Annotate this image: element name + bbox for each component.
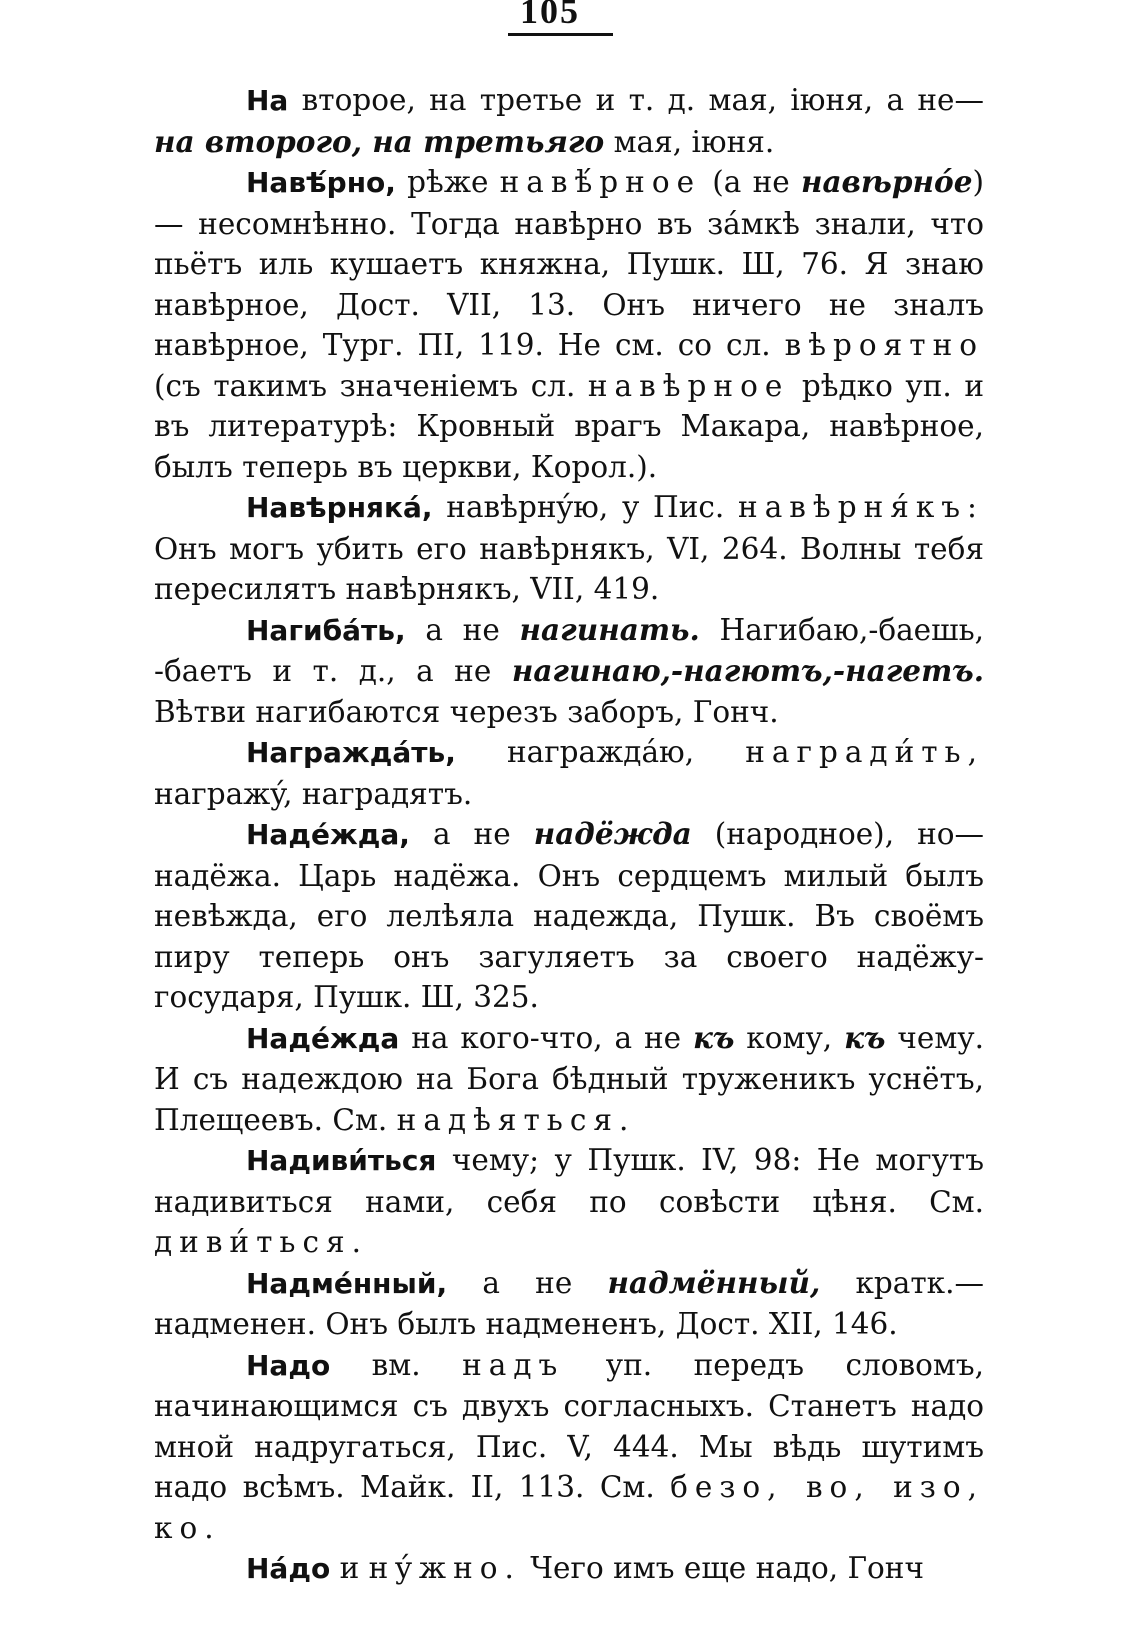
entry-headword: Навѣрняка́,	[246, 491, 433, 524]
italic-form: нагинать.	[519, 611, 700, 647]
entry-text: мая, іюня.	[604, 124, 775, 159]
entry-text: Вѣтви нагибаются черезъ заборъ, Гонч.	[154, 694, 779, 729]
italic-form: къ	[693, 1019, 735, 1055]
dictionary-entry-navernyaka	[154, 487, 984, 610]
entry-text: чему. И съ надеждою на Бога бѣдный труженикъ уснётъ, Плещеевъ. См.	[154, 1020, 985, 1137]
dictionary-entry-nadmennyy	[154, 1263, 984, 1345]
entry-text: Нагибаю,-баешь, -баетъ и т. д., а не	[154, 612, 985, 688]
entry-headword: Надо	[246, 1348, 331, 1382]
entry-headword: Нагиба́ть,	[246, 613, 406, 647]
spaced-word: вѣроятно	[784, 328, 984, 362]
entry-headword: Надéжда	[246, 1021, 400, 1055]
entry-headword: Навѣ́рно,	[246, 166, 396, 199]
entry-text: вм.	[330, 1347, 463, 1382]
dictionary-entry-nadezhda	[154, 814, 984, 1018]
spaced-word: безо, во, изо, ко.	[154, 1470, 984, 1545]
entry-text: (съ такимъ значеніемъ сл.	[154, 368, 588, 403]
entry-text: Онъ могъ убить его навѣрнякъ, VI, 264. Волны тебя пересилятъ навѣрнякъ, VII, 419.	[154, 531, 984, 606]
entry-text: и	[330, 1551, 369, 1585]
entry-headword: На	[246, 84, 289, 117]
entry-headword: Надéжда,	[246, 818, 410, 851]
spaced-word: надѣяться.	[396, 1102, 636, 1137]
entry-text: кому,	[734, 1020, 845, 1055]
entry-text: а не	[405, 612, 520, 647]
dictionary-entry-nadezhda-na	[154, 1018, 984, 1141]
entry-text: а не	[447, 1265, 608, 1300]
entry-text: награждáю,	[455, 735, 746, 769]
entry-text: )— несомнѣнно. Тогда навѣрно въ за́мкѣ знали, что пьётъ иль кушаетъ княжна, Пушк. Ш, 76. Я знаю навѣрное, Дост. VII, 13. Онъ ничего не зналъ навѣрное, Тург. ПІ, 119. Не см. со сл.	[154, 165, 984, 362]
dictionary-entry-nagrazhdat	[154, 732, 984, 814]
entry-headword: Надиви́ться	[246, 1144, 437, 1177]
entry-text: (а не	[701, 165, 801, 199]
dictionary-text	[154, 80, 984, 1590]
entry-text: на кого-что, а не	[399, 1020, 693, 1055]
entry-text: второе, на третье и т. д. мая, іюня, а не—	[288, 83, 984, 117]
entry-text: навѣрнýю, у Пис.	[432, 490, 739, 524]
dictionary-entry-nadivitsya	[154, 1140, 984, 1263]
entry-text: рѣже	[395, 165, 500, 199]
italic-form: надёжда	[533, 816, 692, 851]
entry-text: (народное), но— надёжа. Царь надёжа. Онъ сердцемъ милый былъ невѣжда, его лелѣяла надежда, Пушк. Въ своёмъ пиру теперь онъ загуляетъ за своего надёжу-государя, Пушк. Ш, 325.	[154, 817, 985, 1014]
spaced-word: надъ	[462, 1347, 565, 1382]
spaced-word: награди́ть,	[745, 735, 984, 769]
entry-headword: На́до	[246, 1552, 331, 1585]
spaced-word: диви́ться.	[154, 1225, 368, 1259]
dictionary-entry-nado-vm	[154, 1345, 984, 1549]
entry-headword: Награжда́ть,	[246, 736, 456, 769]
entry-text: рѣдко уп. и въ литературѣ: Кровный врагъ Макара, навѣрное, былъ теперь въ церкви, Корол.).	[154, 368, 984, 484]
page-number-rule	[508, 33, 613, 36]
page-number: 105	[520, 0, 580, 31]
entry-headword: Надмéнный,	[246, 1266, 448, 1300]
entry-text: Чего имъ еще надо, Гонч	[520, 1551, 924, 1585]
dictionary-entry-nado-nuzhno	[154, 1548, 984, 1590]
dictionary-entry-nagibat	[154, 610, 984, 733]
italic-form: навѣрнóе	[800, 164, 973, 199]
dictionary-entry-naverno	[154, 162, 984, 487]
entry-text: а не	[409, 817, 534, 851]
italic-form: къ	[844, 1019, 886, 1055]
spaced-word: нýжно.	[368, 1551, 521, 1585]
italic-form: нагинаю,-нагютъ,-нагетъ.	[511, 653, 984, 688]
italic-form: на второго, на третьяго	[154, 123, 605, 159]
entry-text: чему; у Пушк. IV, 98: Не могутъ надивиться нами, себя по совѣсти цѣня. См.	[154, 1143, 984, 1219]
dictionary-entry-na-vtoroe	[154, 80, 984, 162]
spaced-word: навѣрное	[587, 368, 790, 403]
spaced-word: навѣрня́къ:	[738, 490, 984, 524]
italic-form: надмённый,	[607, 1264, 821, 1300]
entry-text: кратк.—надменен. Онъ былъ надмененъ, Дост. XII, 146.	[154, 1265, 984, 1341]
entry-text: награжý, наградятъ.	[154, 776, 473, 811]
spaced-word: навѣ́рное	[499, 165, 702, 199]
entry-text: уп. передъ словомъ, начинающимся съ двухъ согласныхъ. Станетъ надо мной надругаться, Пис. V, 444. Мы вѣдь шутимъ надо всѣмъ. Майк. II, 113. См.	[154, 1347, 985, 1504]
